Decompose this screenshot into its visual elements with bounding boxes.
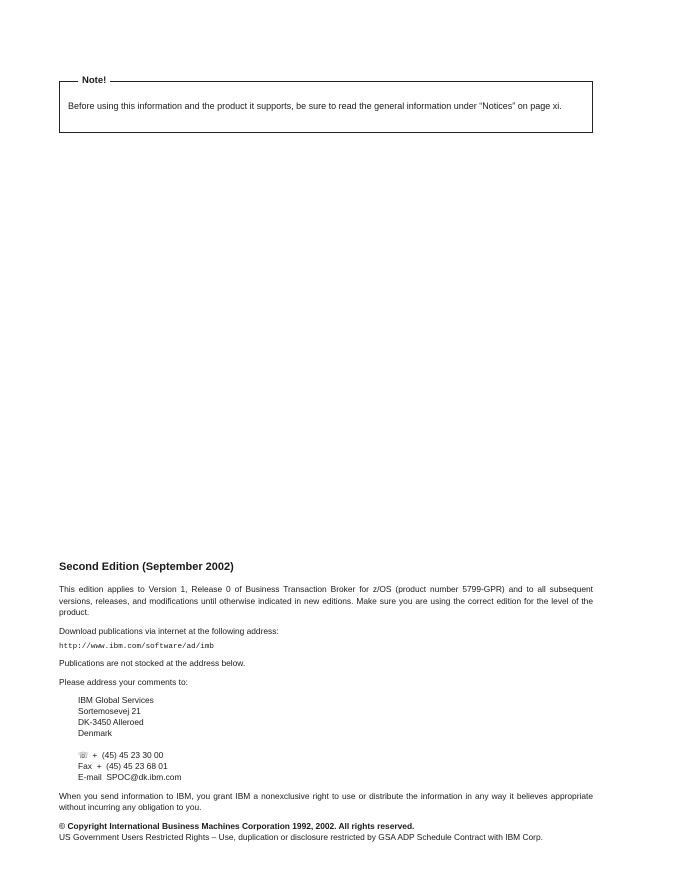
note-title: Note! — [78, 74, 110, 88]
publications-url[interactable]: http://www.ibm.com/software/ad/imb — [59, 643, 214, 652]
edition-applies-paragraph: This edition applies to Version 1, Release 0 of Business Transaction Broker for z/OS (product number 5799-GPR) and to all subsequent versions, releases, and modifications until otherwise indicated in new editions. Make sure you are using the correct edition for the level of the product. — [59, 584, 593, 618]
note-box — [59, 75, 593, 133]
note-text: Before using this information and the product it supports, be sure to read the general information under “Notices” on page xi. — [68, 101, 562, 111]
us-government-rights: US Government Users Restricted Rights – Use, duplication or disclosure restricted by GSA ADP Schedule Contract with IBM Corp. — [59, 832, 543, 843]
edition-heading: Second Edition (September 2002) — [59, 561, 234, 573]
phone-number: + (45) 45 23 30 00 — [90, 749, 164, 760]
address-line: DK-3450 Alleroed — [78, 716, 144, 727]
address-line: Sortemosevej 21 — [78, 705, 141, 716]
email-line: E-mail SPOC@dk.ibm.com — [78, 771, 182, 782]
mailing-address — [78, 695, 593, 783]
phone-line — [78, 750, 593, 761]
address-line: Denmark — [78, 727, 112, 738]
address-intro: Please address your comments to: — [59, 676, 188, 687]
download-intro: Download publications via internet at the following address: — [59, 625, 279, 636]
telephone-icon: ☏ — [78, 749, 89, 760]
copyright-notice: © Copyright International Business Machines Corporation 1992, 2002. All rights reserved. — [59, 820, 415, 831]
address-line: IBM Global Services — [78, 694, 154, 705]
not-stocked-text: Publications are not stocked at the address below. — [59, 658, 246, 669]
grant-paragraph: When you send information to IBM, you grant IBM a nonexclusive right to use or distribute the information in any way it believes appropriate without incurring any obligation to you. — [59, 790, 593, 813]
fax-line: Fax + (45) 45 23 68 01 — [78, 760, 168, 771]
edition-section — [59, 560, 593, 844]
